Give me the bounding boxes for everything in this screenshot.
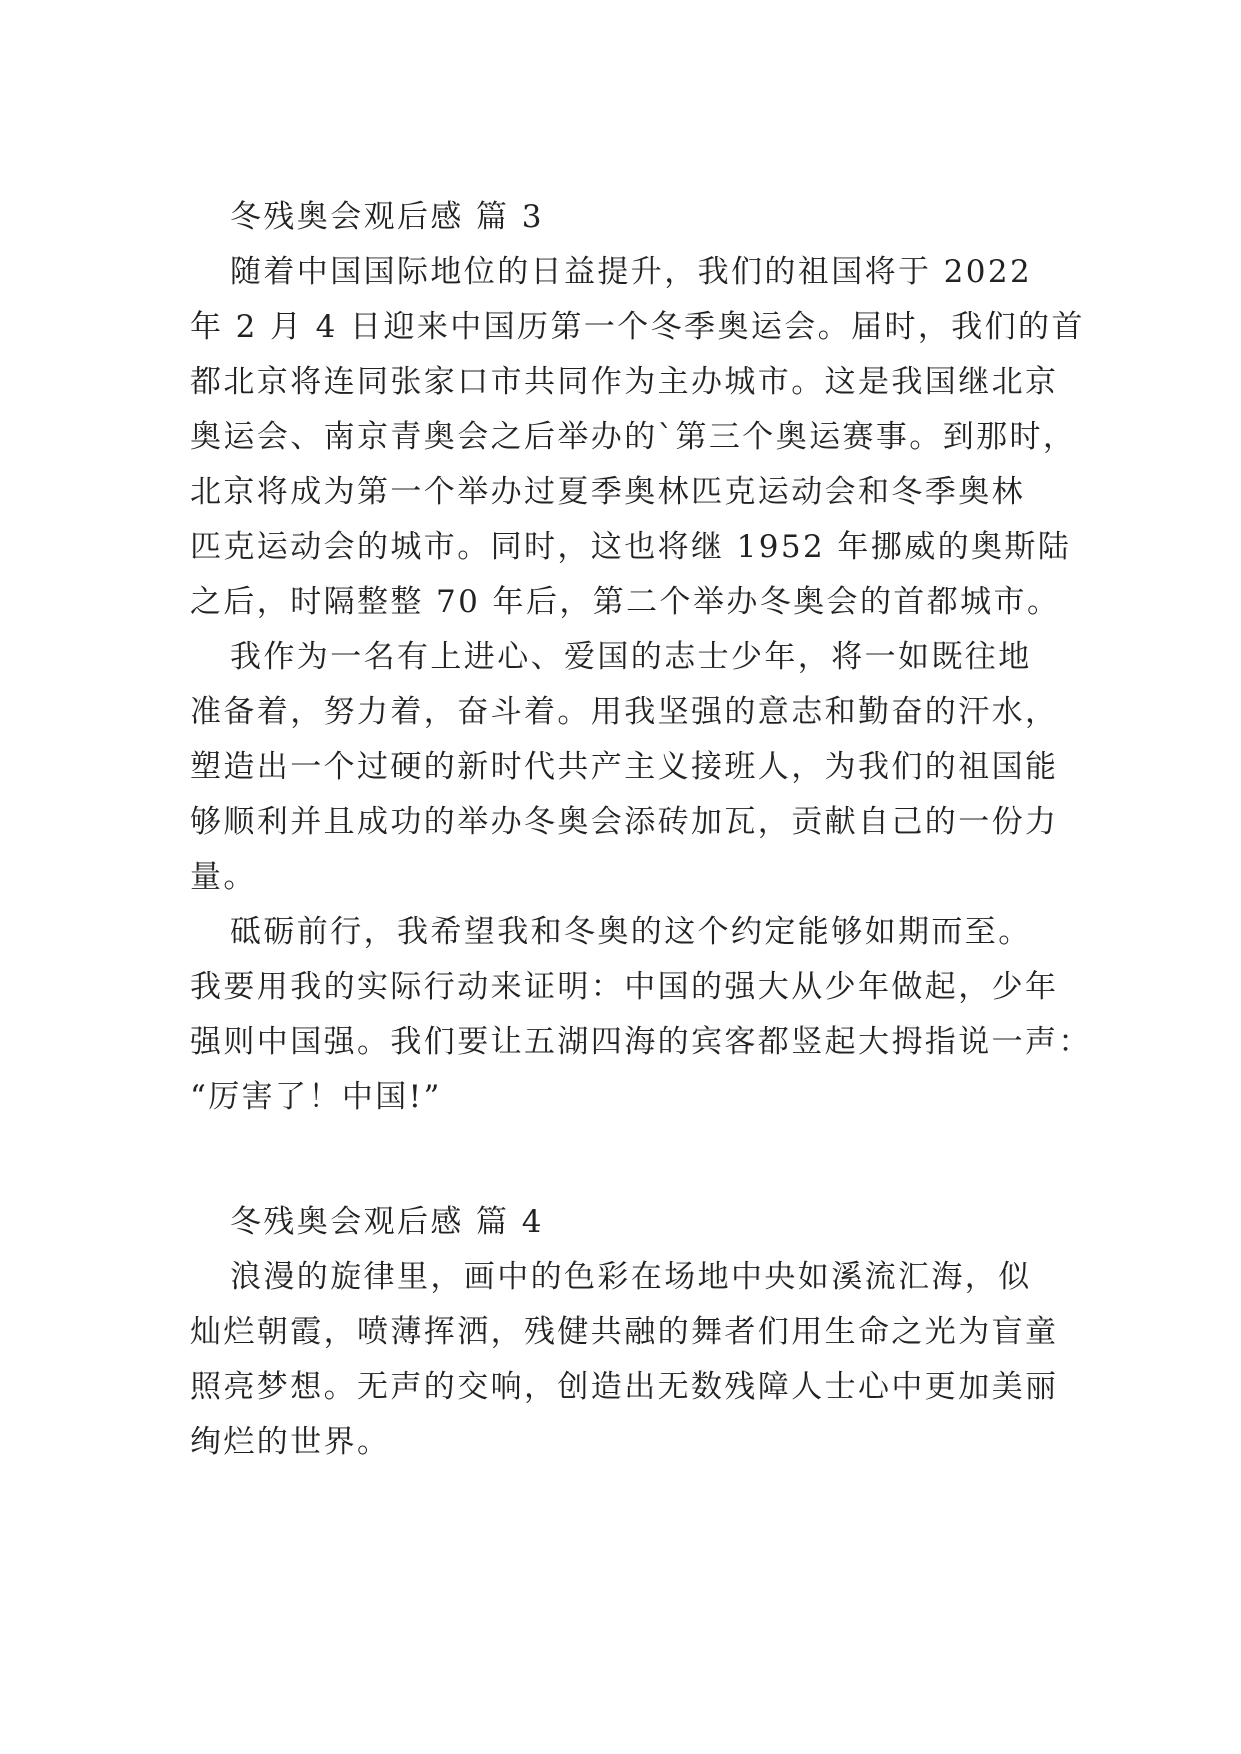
- paragraph-line: 都北京将连同张家口市共同作为主办城市。这是我国继北京: [190, 364, 1059, 400]
- paragraph-line: 北京将成为第一个举办过夏季奥林匹克运动会和冬季奥林: [190, 474, 1025, 510]
- paragraph-line: 匹克运动会的城市。同时，这也将继 1952 年挪威的奥斯陆: [190, 529, 1072, 565]
- paragraph-line: 我作为一名有上进心、爱国的志士少年，将一如既往地: [230, 639, 1032, 675]
- paragraph-line: 量。: [190, 859, 257, 895]
- paragraph-line: 奥运会、南京青奥会之后举办的`第三个奥运赛事。到那时，: [190, 419, 1077, 455]
- paragraph-line: 够顺利并且成功的举办冬奥会添砖加瓦，贡献自己的一份力: [190, 804, 1059, 840]
- paragraph-line: 浪漫的旋律里，画中的色彩在场地中央如溪流汇海，似: [230, 1259, 1032, 1295]
- paragraph-line: 之后，时隔整整 70 年后，第二个举办冬奥会的首都城市。: [190, 584, 1061, 620]
- paragraph-line: 年 2 月 4 日迎来中国历第一个冬季奥运会。届时，我们的首: [190, 309, 1085, 345]
- paragraph-line: 塑造出一个过硬的新时代共产主义接班人，为我们的祖国能: [190, 749, 1059, 785]
- section-heading: 冬残奥会观后感 篇 3: [230, 199, 544, 235]
- paragraph-line: 照亮梦想。无声的交响，创造出无数残障人士心中更加美丽: [190, 1369, 1059, 1405]
- paragraph-line: 灿烂朝霞，喷薄挥洒，残健共融的舞者们用生命之光为盲童: [190, 1314, 1059, 1350]
- paragraph-line: 准备着，努力着，奋斗着。用我坚强的意志和勤奋的汗水，: [190, 694, 1059, 730]
- paragraph-line: 随着中国国际地位的日益提升，我们的祖国将于 2022: [230, 254, 1033, 290]
- paragraph-line: 绚烂的世界。: [190, 1424, 391, 1460]
- paragraph-line: 砥砺前行，我希望我和冬奥的这个约定能够如期而至。: [230, 914, 1032, 950]
- paragraph-line: 我要用我的实际行动来证明：中国的强大从少年做起，少年: [190, 969, 1059, 1005]
- paragraph-line: “厉害了！中国!”: [190, 1079, 442, 1115]
- paragraph-line: 强则中国强。我们要让五湖四海的宾客都竖起大拇指说一声：: [190, 1024, 1092, 1060]
- section-heading: 冬残奥会观后感 篇 4: [230, 1204, 544, 1240]
